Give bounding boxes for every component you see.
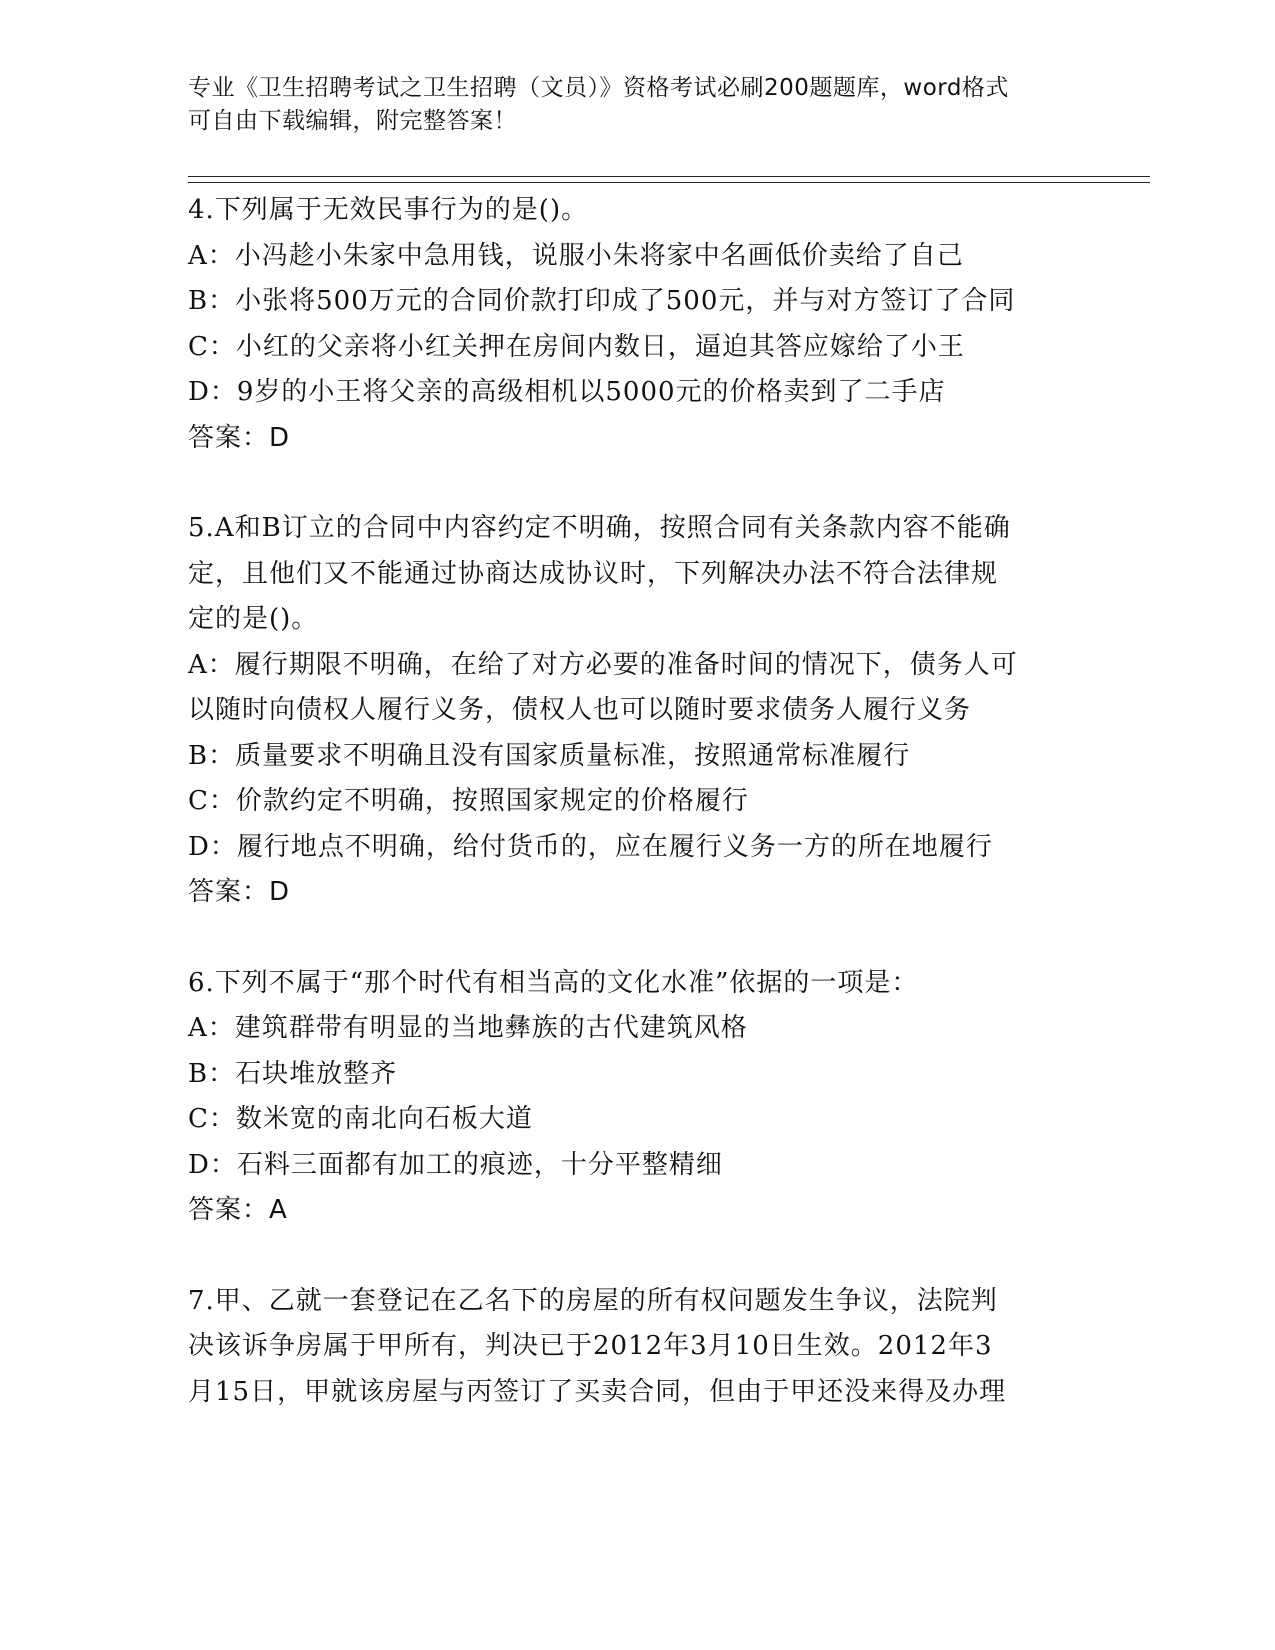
question-block: [188, 188, 1088, 461]
question-stem: 7.甲、乙就一套登记在乙名下的房屋的所有权问题发生争议，法院判: [188, 1285, 998, 1316]
question-stem: 5.A和B订立的合同中内容约定不明确，按照合同有关条款内容不能确: [188, 513, 1011, 543]
question-stem-continued: 定，且他们又不能通过协商达成协议时，下列解决办法不符合法律规: [188, 558, 999, 589]
question-stem: 4.下列属于无效民事行为的是()。: [188, 195, 589, 225]
question-block: [188, 506, 1088, 916]
header-rule-top: [188, 176, 1150, 177]
question-stem-continued: 决该诉争房属于甲所有，判决已于2012年3月10日生效。2012年3: [188, 1331, 993, 1361]
option-d: D：石料三面都有加工的痕迹，十分平整精细: [188, 1149, 723, 1180]
option-d: D：履行地点不明确，给付货币的，应在履行义务一方的所在地履行: [188, 831, 993, 862]
question-spacer: [188, 461, 1088, 506]
option-a: A：履行期限不明确，在给了对方必要的准备时间的情况下，债务人可: [188, 649, 1018, 680]
option-b: B：石块堆放整齐: [188, 1058, 398, 1089]
question-stem-continued: 月15日，甲就该房屋与丙签订了买卖合同，但由于甲还没来得及办理: [188, 1376, 1007, 1407]
option-a: A：建筑群带有明显的当地彝族的古代建筑风格: [188, 1013, 748, 1043]
question-spacer: [188, 916, 1088, 961]
answer-line: 答案：D: [188, 877, 291, 907]
question-list: [188, 188, 1088, 1415]
question-stem-continued: 定的是()。: [188, 604, 319, 634]
option-b: B：小张将500万元的合同价款打印成了500元，并与对方签订了合同: [188, 286, 1016, 316]
option-b: B：质量要求不明确且没有国家质量标准，按照通常标准履行: [188, 740, 911, 771]
option-d: D：9岁的小王将父亲的高级相机以5000元的价格卖到了二手店: [188, 377, 946, 407]
answer-line: 答案：A: [188, 1195, 288, 1225]
question-stem: 6.下列不属于“那个时代有相当高的文化水准”依据的一项是：: [188, 967, 919, 998]
option-a-continued: 以随时向债权人履行义务，债权人也可以随时要求债务人履行义务: [188, 695, 972, 725]
header-line-1: 专业《卫生招聘考试之卫生招聘（文员）》资格考试必刷200题题库，word格式: [188, 75, 1009, 101]
header-line-2: 可自由下载编辑，附完整答案！: [188, 108, 517, 134]
option-c: C：小红的父亲将小红关押在房间内数日，逼迫其答应嫁给了小王: [188, 331, 965, 362]
option-a: A：小冯趁小朱家中急用钱，说服小朱将家中名画低价卖给了自己: [188, 240, 964, 271]
option-c: C：价款约定不明确，按照国家规定的价格履行: [188, 786, 749, 816]
answer-line: 答案：D: [188, 422, 291, 453]
question-block: [188, 961, 1088, 1234]
question-spacer: [188, 1234, 1088, 1279]
document-header: [188, 72, 1068, 138]
question-block: [188, 1279, 1088, 1416]
option-c: C：数米宽的南北向石板大道: [188, 1104, 533, 1134]
header-rule-bottom: [188, 182, 1150, 183]
